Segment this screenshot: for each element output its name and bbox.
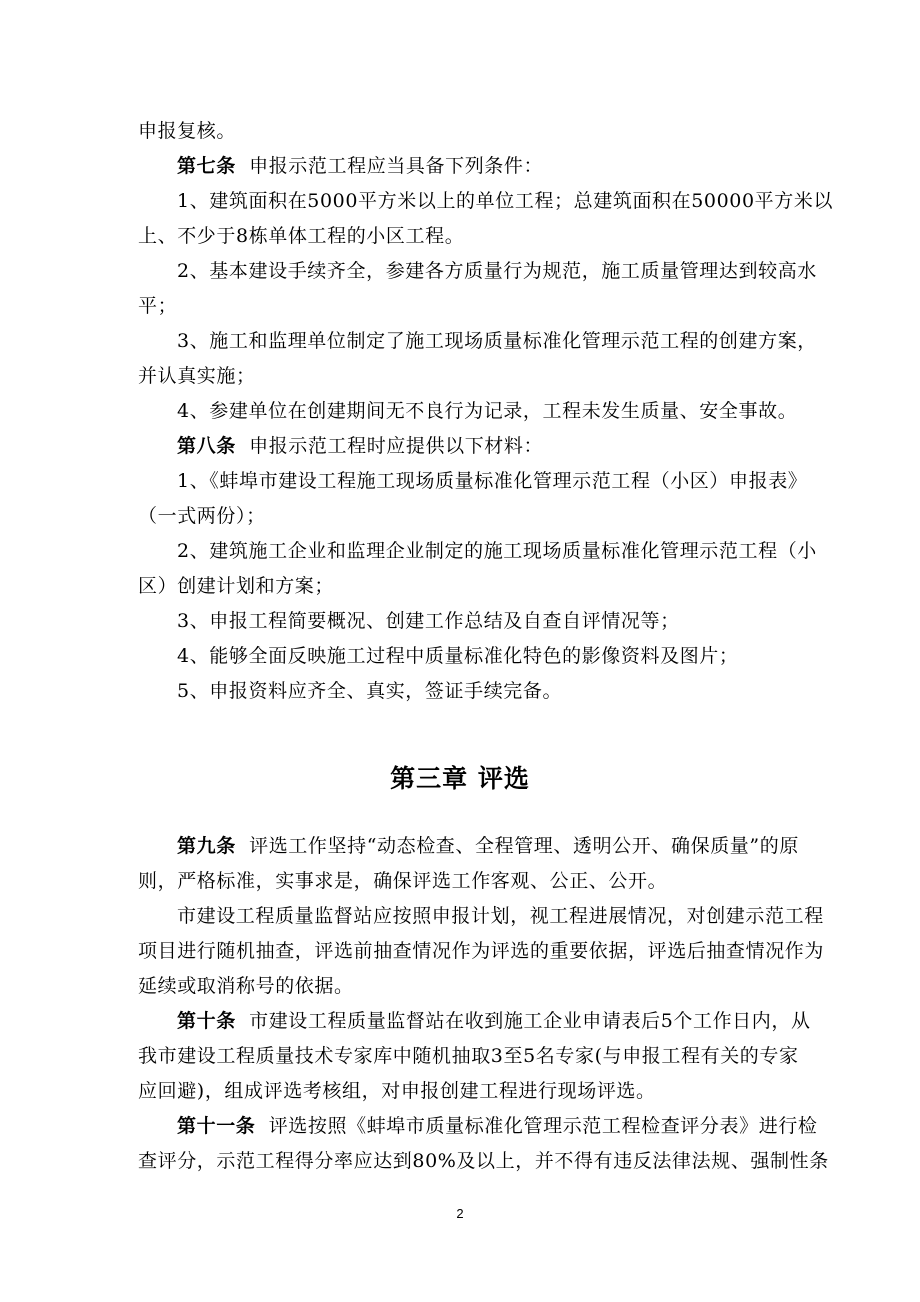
list-item-line: （一式两份）； xyxy=(138,505,266,527)
article-8-heading xyxy=(177,434,788,458)
paragraph-line: 申报复核。 xyxy=(138,120,237,142)
chapter-title: 第三章 评选 xyxy=(390,764,530,793)
article-label: 第十一条 xyxy=(177,1115,256,1137)
paragraph-line: 项目进行随机抽查，评选前抽查情况作为评选的重要依据，评选后抽查情况作为 xyxy=(138,940,825,962)
article-9-line xyxy=(177,834,799,858)
list-item-line: 上、不少于8栋单体工程的小区工程。 xyxy=(138,225,465,247)
article-11-line xyxy=(177,1114,818,1138)
article-label: 第十条 xyxy=(177,1010,236,1032)
list-item-line: 1、建筑面积在5000平方米以上的单位工程；总建筑面积在50000平方米以 xyxy=(177,190,834,212)
article-label: 第九条 xyxy=(177,835,236,857)
article-7-heading xyxy=(177,154,788,178)
article-10-line xyxy=(177,1009,811,1033)
article-text: 申报示范工程应当具备下列条件： xyxy=(249,155,544,177)
page-number: 2 xyxy=(456,1206,464,1221)
paragraph-line: 则，严格标准，实事求是，确保评选工作客观、公正、公开。 xyxy=(138,870,668,892)
list-item-line: 2、基本建设手续齐全，参建各方质量行为规范，施工质量管理达到较高水 xyxy=(177,260,817,282)
list-item-line: 4、参建单位在创建期间无不良行为记录，工程未发生质量、安全事故。 xyxy=(177,400,798,422)
paragraph-line: 查评分，示范工程得分率应达到80%及以上，并不得有违反法律法规、强制性条 xyxy=(138,1150,829,1172)
article-label: 第八条 xyxy=(177,435,236,457)
list-item-line: 并认真实施； xyxy=(138,365,256,387)
article-text: 申报示范工程时应提供以下材料： xyxy=(249,435,544,457)
article-text: 评选按照《蚌埠市质量标准化管理示范工程检查评分表》进行检 xyxy=(268,1115,818,1137)
article-text: 评选工作坚持“动态检查、全程管理、透明公开、确保质量”的原 xyxy=(249,835,799,857)
paragraph-line: 应回避)，组成评选考核组，对申报创建工程进行现场评选。 xyxy=(138,1080,656,1102)
paragraph-line: 市建设工程质量监督站应按照申报计划，视工程进展情况，对创建示范工程 xyxy=(177,905,824,927)
paragraph-line: 延续或取消称号的依据。 xyxy=(138,975,354,997)
paragraph-line: 我市建设工程质量技术专家库中随机抽取3至5名专家(与申报工程有关的专家 xyxy=(138,1045,799,1067)
list-item-line: 2、建筑施工企业和监理企业制定的施工现场质量标准化管理示范工程（小 xyxy=(177,540,817,562)
article-label: 第七条 xyxy=(177,155,236,177)
list-item-line: 3、施工和监理单位制定了施工现场质量标准化管理示范工程的创建方案， xyxy=(177,330,817,352)
list-item-line: 区）创建计划和方案； xyxy=(138,575,335,597)
list-item-line: 5、申报资料应齐全、真实，签证手续完备。 xyxy=(177,680,563,702)
list-item-line: 平； xyxy=(138,295,178,317)
list-item-line: 1、《蚌埠市建设工程施工现场质量标准化管理示范工程（小区）申报表》 xyxy=(177,470,808,492)
list-item-line: 4、能够全面反映施工过程中质量标准化特色的影像资料及图片； xyxy=(177,645,739,667)
list-item-line: 3、申报工程简要概况、创建工作总结及自查自评情况等； xyxy=(177,610,680,632)
article-text: 市建设工程质量监督站在收到施工企业申请表后5个工作日内，从 xyxy=(249,1010,811,1032)
